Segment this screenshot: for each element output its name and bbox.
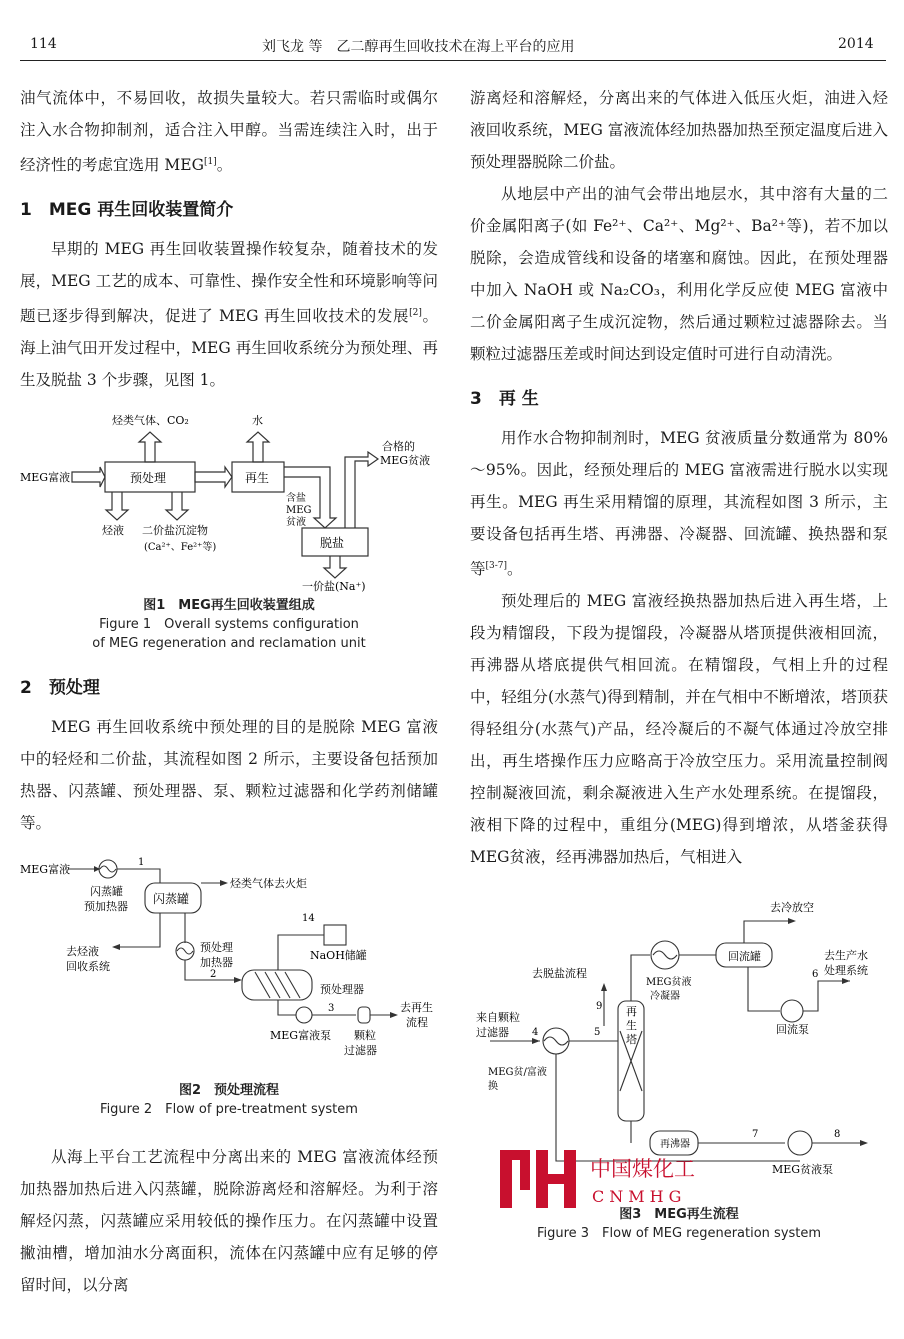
fig2-heater-label: 预处理 bbox=[200, 941, 233, 955]
fig3-stream-number: 6 bbox=[812, 969, 819, 981]
fig1-saltmeg-label: 贫液 bbox=[286, 517, 306, 529]
fig3-desalt-label: 去脱盐流程 bbox=[532, 967, 587, 981]
fig1-regen-box: 再生 bbox=[245, 471, 270, 486]
fig3-stream-number: 5 bbox=[594, 1027, 601, 1039]
section-title: 1 MEG 再生回收装置简介 bbox=[20, 200, 234, 221]
watermark-mark bbox=[500, 1150, 720, 1214]
fig1-saltmeg-label: 含盐 bbox=[286, 493, 306, 505]
year: 2014 bbox=[838, 36, 874, 52]
fig1-hc-label: 烃液 bbox=[102, 524, 124, 538]
paragraph: 用作水合物抑制剂时，MEG 贫液质量分数通常为 80% ～95%。因此，经预处理后的 MEG 富液需进行脱水以实现再生。MEG 再生采用精馏的原理，其流程如图 3 所示，主要设备包括再生塔、再沸器、冷凝器、回流罐、换热器和泵等[3-7]。 bbox=[470, 429, 888, 579]
fig1-out-label: MEG贫液 bbox=[380, 454, 431, 468]
fig3-hx-label: 换 bbox=[488, 1081, 498, 1093]
fig2-filter-label: 过滤器 bbox=[344, 1044, 377, 1058]
watermark-en: CNMHG bbox=[592, 1187, 687, 1206]
fig2-label: 闪蒸罐 bbox=[90, 885, 123, 899]
fig2-hc-label: 去烃液 bbox=[66, 945, 99, 959]
fig3-column-label: 生 bbox=[626, 1019, 637, 1033]
figure-2 bbox=[20, 855, 438, 1119]
paragraph: 从地层中产出的油气会带出地层水，其中溶有大量的二价金属阳离子(如 Fe²⁺、Ca²⁺、Mg²⁺、Ba²⁺等)，若不加以脱除，会造成管线和设备的堵塞和腐蚀。因此，在预处理器中加入 NaOH 或 Na₂CO₃，利用化学反应使 MEG 富液中二价金属阳离子生成沉淀物，然后通过颗粒过滤器除去。当颗粒过滤器压差或时间达到设定值时可进行自动清洗。 bbox=[470, 185, 888, 363]
figure-2-diagram bbox=[20, 855, 438, 1077]
fig1-out-label: 合格的 bbox=[382, 440, 415, 454]
paragraph: 预处理后的 MEG 富液经换热器加热后进入再生塔，上段为精馏段，下段为提馏段，冷凝器从塔顶提供液相回流，再沸器从塔底提供气相回流。在精馏段，气相上升的过程中，轻组分(水蒸气)得到精制，并在气相中不断增浓，塔顶获得轻组分(水蒸气)产品，经冷凝后的不凝气体通过冷放空排出，再生塔操作压力应略高于冷放空压力。采用流量控制阀控制凝液回流，剩余凝液进入生产水处理系统。在提馏段，液相下降的过程中，重组分(MEG)得到增浓，从塔釜获得MEG贫液，经再沸器加热后，气相进入 bbox=[470, 592, 888, 867]
section-title: 2 预处理 bbox=[20, 678, 100, 699]
watermark-logo bbox=[500, 1150, 720, 1218]
fig2-hc-label: 回收系统 bbox=[66, 960, 110, 974]
fig1-salt2b-label: (Ca²⁺、Fe²⁺等) bbox=[144, 542, 217, 554]
fig1-salt1-label: 一价盐(Na⁺) bbox=[302, 580, 366, 593]
fig1-pretreat-box: 预处理 bbox=[130, 471, 167, 486]
fig2-input-label: MEG富液 bbox=[20, 863, 71, 877]
fig3-stream-number: 4 bbox=[532, 1027, 539, 1039]
fig3-column-label: 塔 bbox=[626, 1033, 637, 1047]
fig2-filter-label: 颗粒 bbox=[354, 1029, 376, 1043]
fig3-stream-number: 9 bbox=[596, 1001, 603, 1013]
fig3-from-label: 过滤器 bbox=[476, 1026, 509, 1040]
figure-3-caption: 图3 MEG再生流程 Figure 3 Flow of MEG regeneration system bbox=[536, 1207, 822, 1242]
figure-2-caption: 图2 预处理流程 Figure 2 Flow of pre-treatment system bbox=[100, 1083, 358, 1118]
fig2-naoh-label: NaOH储罐 bbox=[310, 949, 367, 963]
fig3-reboiler-label: 再沸器 bbox=[660, 1139, 690, 1151]
fig3-column-label: 再 bbox=[626, 1005, 637, 1019]
paragraph: 油气流体中，不易回收，故损失量较大。若只需临时或偶尔注入水合物抑制剂，适合注入甲醇。当需连续注入时，出于经济性的考虑宜选用 MEG[1]。 bbox=[20, 89, 438, 175]
fig2-stream-number: 3 bbox=[328, 1003, 335, 1015]
paragraph: 游离烃和溶解烃，分离出来的气体进入低压火炬，油进入烃液回收系统，MEG 富液流体经加热器加热至预定温度后进入预处理器脱除二价盐。 bbox=[470, 89, 888, 171]
fig2-stream-number: 1 bbox=[138, 857, 145, 869]
fig3-stream-number: 7 bbox=[752, 1129, 759, 1141]
right-column bbox=[470, 82, 888, 1249]
running-title: 刘飞龙 等 乙二醇再生回收技术在海上平台的应用 bbox=[262, 39, 575, 55]
fig1-salt2-label: 二价盐沉淀物 bbox=[142, 524, 208, 538]
figure-1-caption: 图1 MEG再生回收装置组成 Figure 1 Overall systems configuration of MEG regeneration and reclamation unit bbox=[92, 598, 366, 652]
fig3-reflux-drum: 回流罐 bbox=[728, 950, 761, 964]
fig2-stream-number: 14 bbox=[302, 913, 315, 925]
paragraph: MEG 再生回收系统中预处理的目的是脱除 MEG 富液中的轻烃和二价盐，其流程如图 2 所示，主要设备包括预加热器、闪蒸罐、预处理器、泵、颗粒过滤器和化学药剂储罐等。 bbox=[20, 718, 438, 833]
fig2-pump-label: MEG富液泵 bbox=[270, 1029, 332, 1043]
fig3-hx-label: MEG贫/富液 bbox=[488, 1067, 547, 1079]
fig2-out-label: 流程 bbox=[406, 1016, 428, 1030]
fig3-condenser-label: MEG贫液 bbox=[646, 977, 692, 989]
section-title: 3 再 生 bbox=[470, 389, 539, 409]
paragraph: 早期的 MEG 再生回收装置操作较复杂，随着技术的发展，MEG 工艺的成本、可靠性、操作安全性和环境影响等问题已逐步得到解决，促进了 MEG 再生回收技术的发展[2]。海上油气田开发过程中，MEG 再生回收系统分为预处理、再生及脱盐 3 个步骤，见图 1。 bbox=[20, 240, 438, 390]
fig3-reflux-pump-label: 回流泵 bbox=[776, 1023, 809, 1037]
header-rule bbox=[20, 60, 886, 61]
fig3-pw-label: 去生产水 bbox=[824, 949, 868, 963]
fig2-out-label: 去再生 bbox=[400, 1001, 433, 1015]
fig2-processor-label: 预处理器 bbox=[320, 983, 364, 997]
fig3-pw-label: 处理系统 bbox=[824, 964, 868, 978]
page-number: 114 bbox=[30, 36, 57, 52]
figure-1 bbox=[20, 402, 438, 653]
fig2-gas-label: 烃类气体去火炬 bbox=[230, 877, 307, 891]
fig3-vent-label: 去冷放空 bbox=[770, 901, 814, 915]
fig1-input-label: MEG富液 bbox=[20, 471, 71, 485]
fig1-water-label: 水 bbox=[252, 414, 263, 428]
fig3-from-label: 来自颗粒 bbox=[476, 1011, 520, 1025]
fig2-flash-drum: 闪蒸罐 bbox=[153, 892, 190, 907]
fig2-preheater-label: 预加热器 bbox=[84, 900, 128, 914]
fig1-gas-label: 烃类气体、CO₂ bbox=[112, 414, 189, 428]
fig2-heater-label: 加热器 bbox=[200, 956, 233, 970]
paragraph: 从海上平台工艺流程中分离出来的 MEG 富液流体经预加热器加热后进入闪蒸罐，脱除游离烃和溶解烃。为利于溶解烃闪蒸，闪蒸罐应采用较低的操作压力。在闪蒸罐中设置撇油槽，增加油水分离面积，流体在闪蒸罐中应有足够的停留时间，以分离 bbox=[20, 1148, 438, 1295]
fig3-condenser-label: 冷凝器 bbox=[650, 991, 680, 1003]
left-column bbox=[20, 82, 438, 1301]
figure-1-diagram bbox=[20, 402, 438, 592]
watermark-cn: 中国煤化工 bbox=[590, 1157, 695, 1181]
fig2-stream-number: 2 bbox=[210, 969, 217, 981]
fig1-desalt-box: 脱盐 bbox=[320, 536, 345, 551]
fig1-saltmeg-label: MEG bbox=[286, 505, 312, 517]
fig3-stream-number: 8 bbox=[834, 1129, 841, 1141]
fig3-lean-pump-label: MEG贫液泵 bbox=[772, 1163, 834, 1177]
